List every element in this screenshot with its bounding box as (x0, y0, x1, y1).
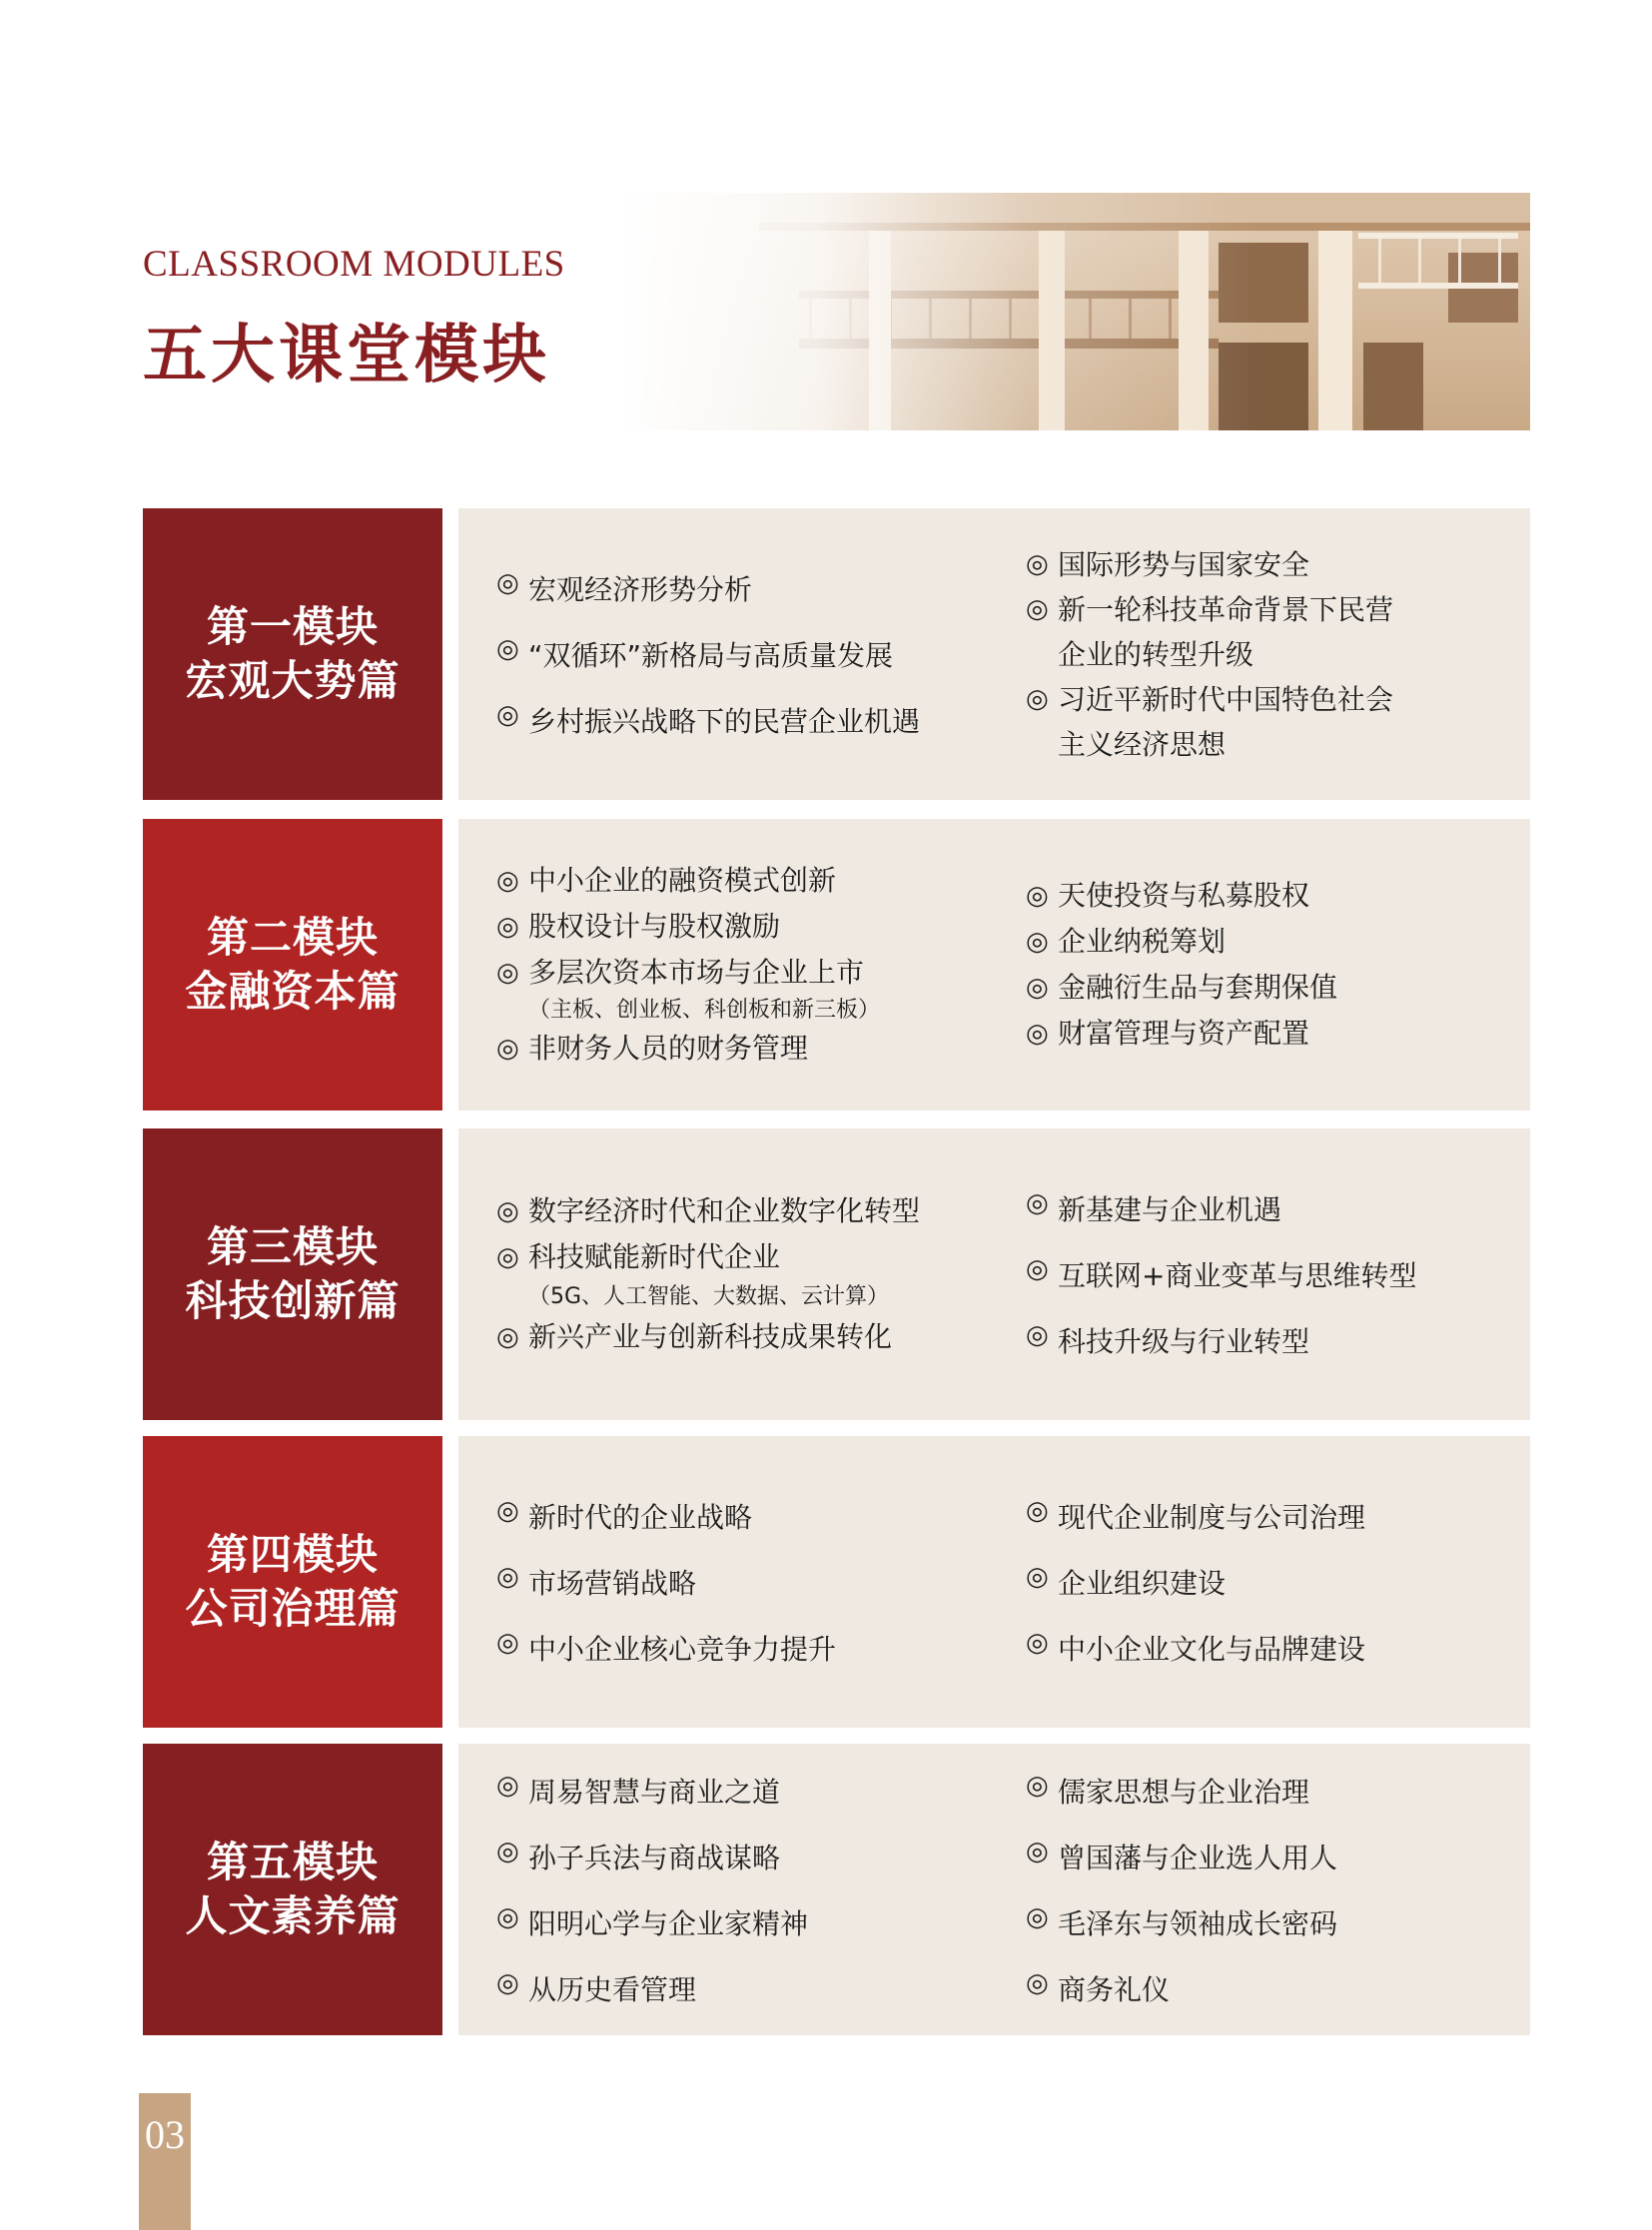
bullet-icon: ◎ (496, 1628, 519, 1658)
topic-text: 非财务人员的财务管理 (528, 1032, 809, 1065)
module-title-line2: 金融资本篇 (185, 967, 401, 1016)
module-topics-panel (458, 508, 1530, 800)
topic-text: 新一轮科技革命背景下民营 (1058, 592, 1394, 626)
bullet-icon: ◎ (1026, 1837, 1049, 1866)
bullet-icon: ◎ (496, 1322, 519, 1352)
topic-item (496, 1771, 1016, 1811)
topic-item (1026, 1628, 1525, 1668)
module-topics-panel (458, 1128, 1530, 1420)
bullet-icon: ◎ (496, 1771, 519, 1801)
bullet-icon: ◎ (1026, 881, 1049, 911)
topic-text-multiline (1058, 677, 1393, 767)
topic-text: 孙子兵法与商战谋略 (528, 1842, 781, 1874)
topic-text: 毛泽东与领袖成长密码 (1058, 1907, 1338, 1940)
topic-text: 宏观经济形势分析 (528, 573, 753, 606)
module-title-block (143, 508, 442, 800)
topic-text: 国际形势与国家安全 (1058, 547, 1310, 581)
module-title-line1: 第四模块 (206, 1530, 379, 1579)
bullet-icon: ◎ (496, 700, 519, 730)
topic-text: 习近平新时代中国特色社会 (1058, 682, 1394, 716)
topic-text: 金融衍生品与套期保值 (1058, 971, 1338, 1004)
bullet-icon: ◎ (496, 1837, 519, 1866)
header-building-photo (619, 193, 1530, 430)
module-title-line1: 第二模块 (206, 913, 379, 962)
topic-item (1026, 1188, 1525, 1228)
bullet-icon: ◎ (1026, 683, 1049, 714)
topic-text: 阳明心学与企业家精神 (528, 1907, 809, 1940)
bullet-icon: ◎ (1026, 1188, 1049, 1218)
topic-item (496, 1026, 1016, 1072)
topic-item (1026, 587, 1525, 677)
topics-column-left (496, 819, 1016, 1111)
bullet-icon: ◎ (496, 958, 519, 988)
topic-item (496, 1968, 1016, 2008)
topic-text: 新基建与企业机遇 (1058, 1193, 1282, 1226)
topic-item (1026, 1496, 1525, 1536)
topic-item (1026, 1968, 1525, 2008)
topic-text: 财富管理与资产配置 (1058, 1017, 1310, 1050)
module-title-line2: 人文素养篇 (185, 1891, 401, 1940)
topics-column-right (1026, 1744, 1525, 2035)
topic-item (1026, 1254, 1525, 1294)
topics-column-left (496, 1744, 1016, 2035)
topic-item (496, 1234, 1016, 1280)
bullet-icon: ◎ (496, 912, 519, 942)
topic-text: 市场营销战略 (528, 1567, 697, 1600)
topic-item (496, 700, 1016, 740)
module-card (143, 1436, 1530, 1728)
topic-item (1026, 677, 1525, 767)
module-card (143, 1128, 1530, 1420)
topic-text: 互联网+商业变革与思维转型 (1058, 1259, 1417, 1292)
topic-text: 多层次资本市场与企业上市 (528, 956, 865, 989)
topic-item (496, 568, 1016, 608)
module-topics-panel (458, 1744, 1530, 2035)
topics-column-left (496, 1436, 1016, 1728)
bullet-icon: ◎ (1026, 1254, 1049, 1284)
bullet-icon: ◎ (496, 1034, 519, 1064)
topic-item (1026, 1771, 1525, 1811)
topic-item (496, 1188, 1016, 1234)
bullet-icon: ◎ (496, 1242, 519, 1272)
topics-column-right (1026, 1436, 1525, 1728)
topic-text: 商务礼仪 (1058, 1973, 1171, 2006)
module-topics-panel (458, 819, 1530, 1111)
topic-item (1026, 1011, 1525, 1057)
topic-item (1026, 1902, 1525, 1942)
topic-text: 中小企业文化与品牌建设 (1058, 1633, 1366, 1666)
module-title-line2: 科技创新篇 (185, 1276, 401, 1325)
bullet-icon: ◎ (1026, 593, 1049, 624)
module-topics-panel (458, 1436, 1530, 1728)
topic-item (496, 1562, 1016, 1602)
topic-text: 企业纳税筹划 (1058, 925, 1227, 958)
topic-text: 中小企业核心竞争力提升 (528, 1633, 837, 1666)
topic-item (1026, 919, 1525, 965)
topic-item (1026, 965, 1525, 1011)
topic-item (496, 858, 1016, 904)
topic-item (496, 1837, 1016, 1876)
topic-text: 曾国藩与企业选人用人 (1058, 1842, 1338, 1874)
module-title-line2: 公司治理篇 (185, 1584, 401, 1633)
topic-item (1026, 1837, 1525, 1876)
topic-text: 现代企业制度与公司治理 (1058, 1501, 1366, 1534)
topic-item (1026, 873, 1525, 919)
module-title-block (143, 1744, 442, 2035)
module-card (143, 508, 1530, 800)
bullet-icon: ◎ (496, 866, 519, 896)
module-title-line1: 第五模块 (206, 1838, 379, 1886)
module-title-block (143, 819, 442, 1111)
topics-column-right (1026, 508, 1525, 800)
bullet-icon: ◎ (1026, 1771, 1049, 1801)
module-title-line1: 第一模块 (206, 602, 379, 651)
topic-text-continued: 主义经济思想 (1058, 727, 1227, 761)
bullet-icon: ◎ (1026, 548, 1049, 579)
bullet-icon: ◎ (1026, 1320, 1049, 1350)
topic-text: 天使投资与私募股权 (1058, 879, 1310, 912)
bullet-icon: ◎ (1026, 1902, 1049, 1932)
topic-text: 新兴产业与创新科技成果转化 (528, 1320, 893, 1353)
topics-column-left (496, 1128, 1016, 1420)
module-title-block (143, 1128, 442, 1420)
topic-item (496, 904, 1016, 950)
topic-text: 新时代的企业战略 (528, 1501, 753, 1534)
topic-item (1026, 1562, 1525, 1602)
topic-text: 股权设计与股权激励 (528, 910, 781, 943)
topics-column-left (496, 508, 1016, 800)
module-title-line2: 宏观大势篇 (185, 656, 401, 705)
topic-item (496, 1902, 1016, 1942)
module-title-block (143, 1436, 442, 1728)
topic-subnote: （5G、人工智能、大数据、云计算） (528, 1284, 890, 1309)
bullet-icon: ◎ (1026, 1968, 1049, 1998)
topic-text-continued: 企业的转型升级 (1058, 637, 1254, 671)
topic-text: 中小企业的融资模式创新 (528, 864, 837, 897)
module-card (143, 1744, 1530, 2035)
topic-text: 数字经济时代和企业数字化转型 (528, 1194, 921, 1227)
bullet-icon: ◎ (496, 1902, 519, 1932)
bullet-icon: ◎ (496, 634, 519, 664)
topic-item (496, 950, 1016, 996)
bullet-icon: ◎ (1026, 973, 1049, 1003)
header-title-en: CLASSROOM MODULES (143, 244, 565, 285)
bullet-icon: ◎ (1026, 1562, 1049, 1592)
bullet-icon: ◎ (496, 568, 519, 598)
topic-item (496, 1496, 1016, 1536)
topic-text: “双循环”新格局与高质量发展 (528, 639, 894, 672)
topic-text: 周易智慧与商业之道 (528, 1776, 781, 1809)
topic-text: 儒家思想与企业治理 (1058, 1776, 1310, 1809)
topics-column-right (1026, 819, 1525, 1111)
bullet-icon: ◎ (496, 1968, 519, 1998)
bullet-icon: ◎ (496, 1496, 519, 1526)
topics-column-right (1026, 1128, 1525, 1420)
topic-text: 科技升级与行业转型 (1058, 1325, 1310, 1358)
topic-item (496, 1628, 1016, 1668)
module-card (143, 819, 1530, 1111)
module-title-line1: 第三模块 (206, 1222, 379, 1271)
topic-text: 企业组织建设 (1058, 1567, 1227, 1600)
page-number: 03 (145, 2112, 185, 2157)
header-title-cn: 五大课堂模块 (143, 318, 550, 392)
topic-item (1026, 1320, 1525, 1360)
topic-text: 乡村振兴战略下的民营企业机遇 (528, 705, 921, 738)
topic-item (496, 634, 1016, 674)
bullet-icon: ◎ (496, 1562, 519, 1592)
topic-text: 科技赋能新时代企业 (528, 1240, 781, 1273)
page-number-tab (139, 2093, 191, 2230)
topic-text: 从历史看管理 (528, 1973, 697, 2006)
bullet-icon: ◎ (1026, 1019, 1049, 1049)
bullet-icon: ◎ (1026, 1496, 1049, 1526)
bullet-icon: ◎ (496, 1196, 519, 1226)
topic-item (1026, 542, 1525, 587)
topic-text-multiline (1058, 587, 1393, 677)
topic-subnote: （主板、创业板、科创板和新三板） (528, 998, 881, 1023)
bullet-icon: ◎ (1026, 1628, 1049, 1658)
bullet-icon: ◎ (1026, 927, 1049, 957)
topic-item (496, 1314, 1016, 1360)
